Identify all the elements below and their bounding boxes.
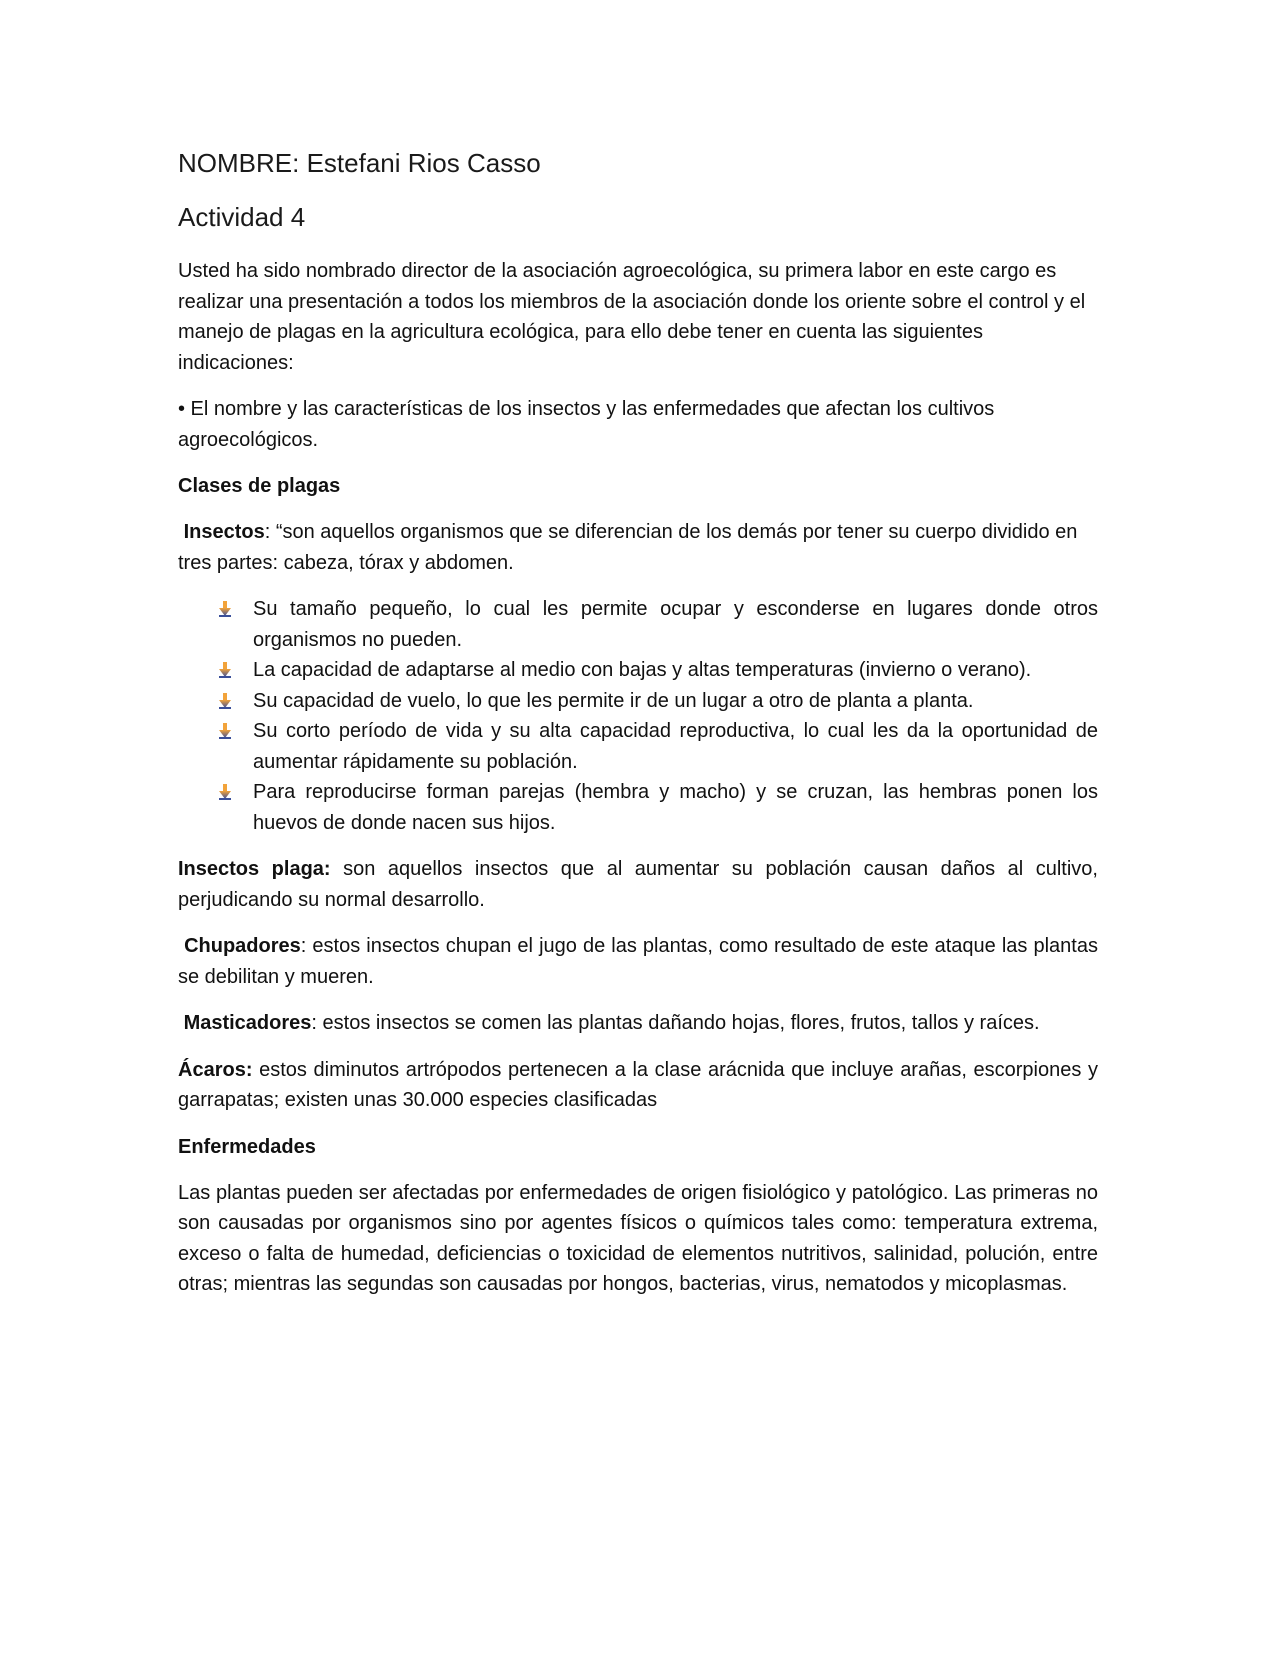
section-title-enfermedades: Enfermedades — [178, 1135, 316, 1158]
bullet-text: Para reproducirse forman parejas (hembra y macho) y se cruzan, las hembras ponen los huevos de donde nacen sus hijos. — [253, 781, 1098, 834]
arrow-bullet-icon — [218, 661, 232, 679]
insectos-paragraph — [178, 517, 1098, 578]
insectos-plaga-term: Insectos plaga: — [178, 858, 331, 880]
chupadores-text: : estos insectos chupan el jugo de las plantas, como resultado de este ataque las plantas se debilitan y mueren. — [178, 935, 1098, 988]
list-item — [218, 716, 1098, 777]
chupadores-paragraph — [178, 931, 1098, 992]
chupadores-term: Chupadores — [184, 935, 301, 957]
insectos-term: Insectos — [183, 521, 265, 543]
insectos-plaga-text: son aquellos insectos que al aumentar su población causan daños al cultivo, perjudicando su normal desarrollo. — [178, 858, 1098, 911]
document-page — [178, 146, 1098, 1316]
enfermedades-paragraph: Las plantas pueden ser afectadas por enfermedades de origen fisiológico y patológico. Las primeras no son causadas por organismos sino por agentes físicos o químicos tales como: temperatura extrema, exceso o falta de humedad, deficiencias o toxicidad de elementos nutritivos, salinidad, polución, entre otras; mientras las segundas son causadas por hongos, bacterias, virus, nematodos y micoplasmas. — [178, 1181, 1098, 1295]
arrow-bullet-icon — [218, 600, 232, 618]
insectos-text: : “son aquellos organismos que se diferencian de los demás por tener su cuerpo dividido en tres partes: cabeza, tórax y abdomen. — [178, 521, 1078, 574]
indication-paragraph: • El nombre y las características de los insectos y las enfermedades que afectan los cultivos agroecológicos. — [178, 398, 995, 451]
masticadores-term: Masticadores — [183, 1012, 312, 1034]
list-item — [218, 655, 1098, 686]
activity-title: Actividad 4 — [178, 202, 306, 232]
bullet-text: Su tamaño pequeño, lo cual les permite ocupar y esconderse en lugares donde otros organismos no pueden. — [253, 598, 1098, 651]
arrow-bullet-icon — [218, 722, 232, 740]
bullet-text: Su capacidad de vuelo, lo que les permite ir de un lugar a otro de planta a planta. — [253, 689, 974, 712]
masticadores-text: : estos insectos se comen las plantas dañando hojas, flores, frutos, tallos y raíces. — [311, 1012, 1040, 1034]
acaros-text: estos diminutos artrópodos pertenecen a la clase arácnida que incluye arañas, escorpiones y garrapatas; existen unas 30.000 especies clasificadas — [178, 1058, 1098, 1111]
intro-paragraph: Usted ha sido nombrado director de la asociación agroecológica, su primera labor en este cargo es realizar una presentación a todos los miembros de la asociación donde los oriente sobre el control y el manejo de plagas en la agricultura ecológica, para ello debe tener en cuenta las siguientes indicaciones: — [178, 260, 1086, 374]
bullet-text: Su corto período de vida y su alta capacidad reproductiva, lo cual les da la oportunidad de aumentar rápidamente su población. — [253, 720, 1098, 773]
arrow-bullet-icon — [218, 783, 232, 801]
list-item — [218, 686, 1098, 717]
insectos-plaga-paragraph — [178, 854, 1098, 915]
student-name: NOMBRE: Estefani Rios Casso — [178, 148, 541, 178]
acaros-paragraph — [178, 1055, 1098, 1116]
bullet-text: La capacidad de adaptarse al medio con bajas y altas temperaturas (invierno o verano). — [253, 659, 1032, 681]
insect-characteristics-list — [178, 594, 1098, 838]
arrow-bullet-icon — [218, 692, 232, 710]
acaros-term: Ácaros: — [178, 1058, 253, 1081]
section-title-plagas: Clases de plagas — [178, 475, 341, 497]
masticadores-paragraph — [178, 1008, 1098, 1039]
list-item — [218, 594, 1098, 655]
list-item — [218, 777, 1098, 838]
